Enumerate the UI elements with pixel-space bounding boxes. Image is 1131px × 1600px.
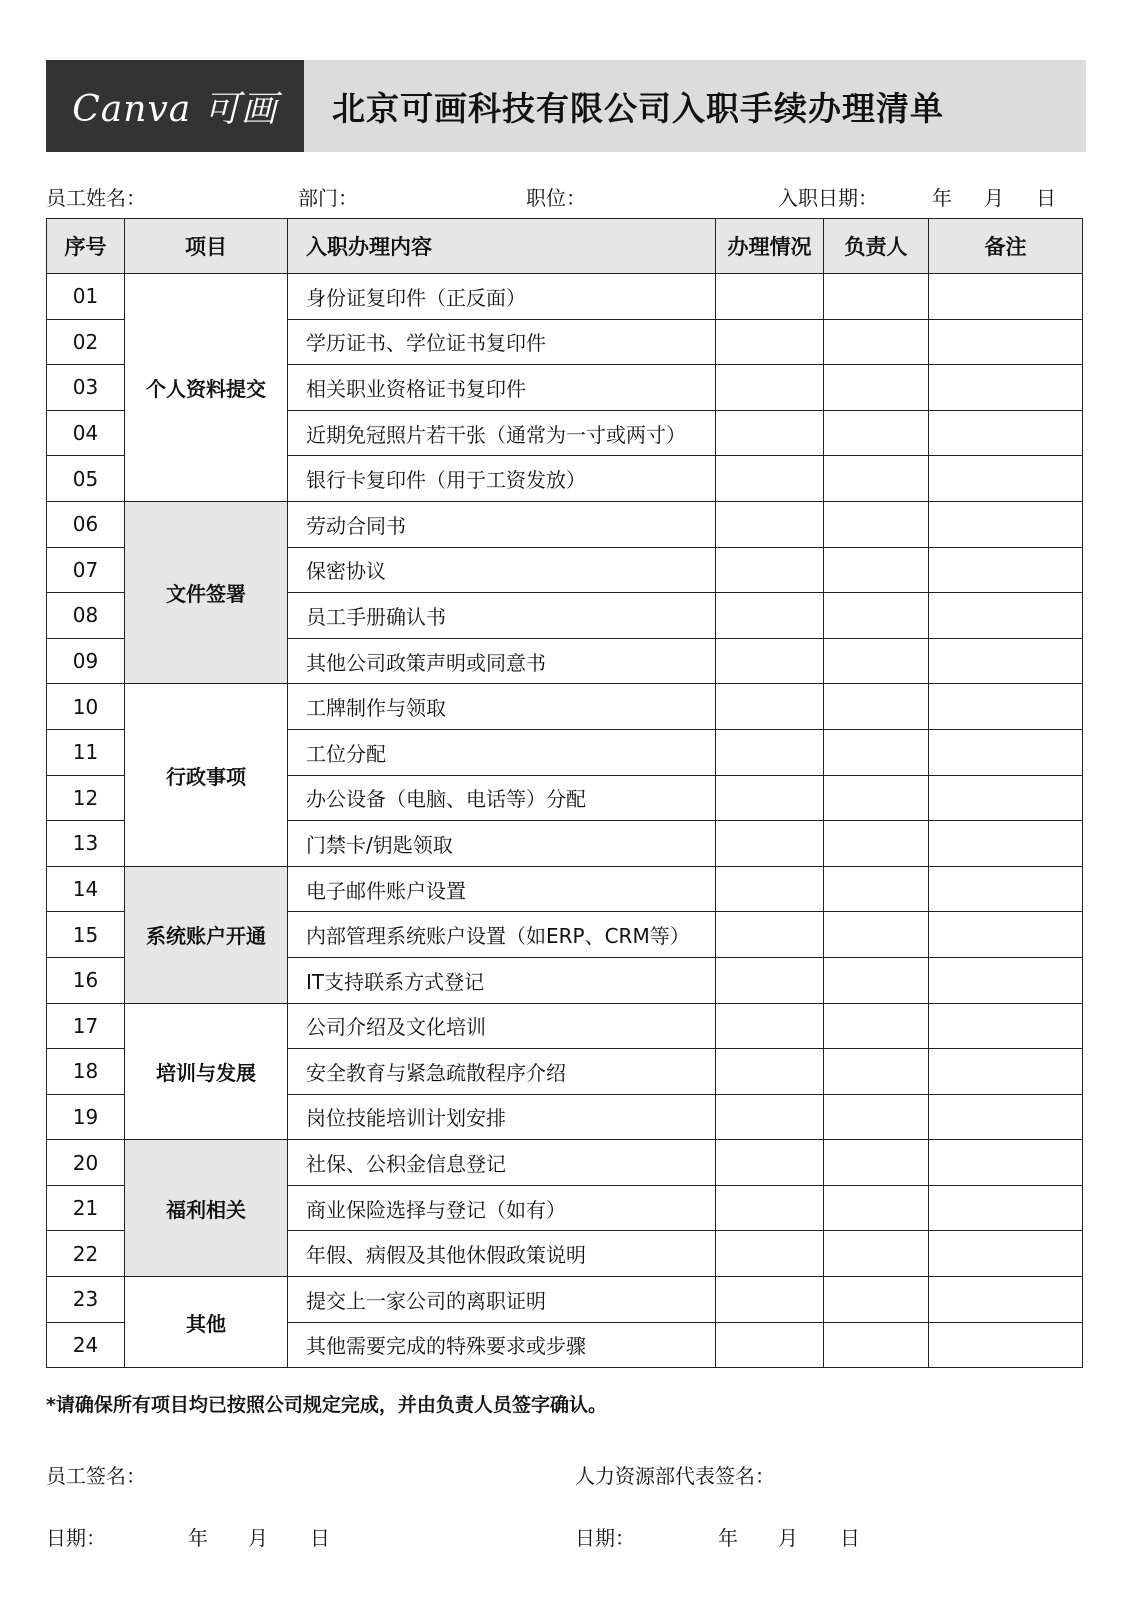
row-content: 社保、公积金信息登记: [288, 1140, 716, 1186]
row-number: 15: [47, 912, 125, 958]
owner-cell[interactable]: [824, 1231, 929, 1277]
row-content: 公司介绍及文化培训: [288, 1003, 716, 1049]
row-number: 01: [47, 274, 125, 320]
table-row: [47, 1140, 1083, 1186]
owner-cell[interactable]: [824, 593, 929, 639]
status-cell[interactable]: [716, 638, 824, 684]
status-cell[interactable]: [716, 821, 824, 867]
status-cell[interactable]: [716, 547, 824, 593]
owner-cell[interactable]: [824, 638, 929, 684]
hr-date-label: 日期：: [575, 1526, 635, 1550]
status-cell[interactable]: [716, 1049, 824, 1095]
status-cell[interactable]: [716, 912, 824, 958]
owner-cell[interactable]: [824, 1003, 929, 1049]
row-number: 12: [47, 775, 125, 821]
row-number: 23: [47, 1277, 125, 1323]
row-content: 办公设备（电脑、电话等）分配: [288, 775, 716, 821]
employee-date-month: 月: [248, 1526, 268, 1550]
owner-cell[interactable]: [824, 821, 929, 867]
table-row: [47, 866, 1083, 912]
remarks-cell[interactable]: [929, 319, 1083, 365]
header-item: 项目: [125, 219, 288, 274]
owner-cell[interactable]: [824, 957, 929, 1003]
status-cell[interactable]: [716, 775, 824, 821]
owner-cell[interactable]: [824, 1185, 929, 1231]
owner-cell[interactable]: [824, 365, 929, 411]
row-content: 相关职业资格证书复印件: [288, 365, 716, 411]
remarks-cell[interactable]: [929, 1322, 1083, 1368]
status-cell[interactable]: [716, 729, 824, 775]
table-row: [47, 1277, 1083, 1323]
table-row: [47, 1003, 1083, 1049]
remarks-cell[interactable]: [929, 1277, 1083, 1323]
employee-date-day: 日: [310, 1526, 330, 1550]
remarks-cell[interactable]: [929, 1003, 1083, 1049]
category-administrative: 行政事项: [125, 684, 288, 866]
year-label: 年: [932, 186, 952, 210]
status-cell[interactable]: [716, 274, 824, 320]
remarks-cell[interactable]: [929, 684, 1083, 730]
status-cell[interactable]: [716, 456, 824, 502]
owner-cell[interactable]: [824, 410, 929, 456]
category-other: 其他: [125, 1277, 288, 1368]
row-number: 09: [47, 638, 125, 684]
remarks-cell[interactable]: [929, 501, 1083, 547]
owner-cell[interactable]: [824, 1140, 929, 1186]
row-content: 其他公司政策声明或同意书: [288, 638, 716, 684]
row-number: 22: [47, 1231, 125, 1277]
day-label: 日: [1036, 186, 1056, 210]
month-label: 月: [984, 186, 1004, 210]
row-number: 10: [47, 684, 125, 730]
status-cell[interactable]: [716, 1003, 824, 1049]
onboarding-checklist-table: [46, 218, 1083, 1368]
remarks-cell[interactable]: [929, 1049, 1083, 1095]
header-number: 序号: [47, 219, 125, 274]
row-number: 20: [47, 1140, 125, 1186]
row-number: 14: [47, 866, 125, 912]
status-cell[interactable]: [716, 1094, 824, 1140]
remarks-cell[interactable]: [929, 775, 1083, 821]
hr-date-month: 月: [778, 1526, 798, 1550]
owner-cell[interactable]: [824, 274, 929, 320]
status-cell[interactable]: [716, 319, 824, 365]
remarks-cell[interactable]: [929, 547, 1083, 593]
owner-cell[interactable]: [824, 1277, 929, 1323]
row-content: 工牌制作与领取: [288, 684, 716, 730]
employee-info-row: [46, 178, 1086, 212]
status-cell[interactable]: [716, 684, 824, 730]
employee-signature-label: 员工签名：: [46, 1464, 146, 1488]
category-system-accounts: 系统账户开通: [125, 866, 288, 1003]
employee-date-year: 年: [188, 1526, 208, 1550]
status-cell[interactable]: [716, 410, 824, 456]
employee-name-label: 员工姓名：: [46, 186, 146, 210]
status-cell[interactable]: [716, 365, 824, 411]
header-remarks: 备注: [929, 219, 1083, 274]
remarks-cell[interactable]: [929, 274, 1083, 320]
category-benefits: 福利相关: [125, 1140, 288, 1277]
department-label: 部门：: [298, 186, 358, 210]
remarks-cell[interactable]: [929, 410, 1083, 456]
start-date-label: 入职日期：: [778, 186, 878, 210]
category-training: 培训与发展: [125, 1003, 288, 1140]
row-number: 06: [47, 501, 125, 547]
owner-cell[interactable]: [824, 456, 929, 502]
row-number: 13: [47, 821, 125, 867]
header-content: 入职办理内容: [288, 219, 716, 274]
owner-cell[interactable]: [824, 1094, 929, 1140]
row-number: 05: [47, 456, 125, 502]
logo-text: Canva 可画: [72, 88, 278, 130]
owner-cell[interactable]: [824, 1049, 929, 1095]
row-number: 16: [47, 957, 125, 1003]
row-content: 年假、病假及其他休假政策说明: [288, 1231, 716, 1277]
owner-cell[interactable]: [824, 684, 929, 730]
owner-cell[interactable]: [824, 729, 929, 775]
remarks-cell[interactable]: [929, 912, 1083, 958]
row-content: 保密协议: [288, 547, 716, 593]
hr-signature-label: 人力资源部代表签名：: [575, 1464, 775, 1488]
row-content: 商业保险选择与登记（如有）: [288, 1185, 716, 1231]
row-number: 19: [47, 1094, 125, 1140]
owner-cell[interactable]: [824, 319, 929, 365]
table-row: [47, 274, 1083, 320]
row-number: 18: [47, 1049, 125, 1095]
row-content: 银行卡复印件（用于工资发放）: [288, 456, 716, 502]
header-status: 办理情况: [716, 219, 824, 274]
remarks-cell[interactable]: [929, 593, 1083, 639]
status-cell[interactable]: [716, 1322, 824, 1368]
row-number: 03: [47, 365, 125, 411]
row-content: 提交上一家公司的离职证明: [288, 1277, 716, 1323]
owner-cell[interactable]: [824, 912, 929, 958]
row-content: 学历证书、学位证书复印件: [288, 319, 716, 365]
row-number: 07: [47, 547, 125, 593]
table-header-row: [47, 219, 1083, 274]
status-cell[interactable]: [716, 1231, 824, 1277]
row-number: 24: [47, 1322, 125, 1368]
table-row: [47, 501, 1083, 547]
canva-logo: [46, 60, 304, 152]
status-cell[interactable]: [716, 1140, 824, 1186]
remarks-cell[interactable]: [929, 957, 1083, 1003]
category-document-signing: 文件签署: [125, 501, 288, 683]
row-content: 工位分配: [288, 729, 716, 775]
row-content: 岗位技能培训计划安排: [288, 1094, 716, 1140]
title-box: [304, 60, 1086, 152]
owner-cell[interactable]: [824, 501, 929, 547]
row-content: 内部管理系统账户设置（如ERP、CRM等）: [288, 912, 716, 958]
remarks-cell[interactable]: [929, 821, 1083, 867]
remarks-cell[interactable]: [929, 866, 1083, 912]
status-cell[interactable]: [716, 866, 824, 912]
remarks-cell[interactable]: [929, 1231, 1083, 1277]
table-row: [47, 684, 1083, 730]
hr-date-day: 日: [840, 1526, 860, 1550]
remarks-cell[interactable]: [929, 1185, 1083, 1231]
status-cell[interactable]: [716, 1185, 824, 1231]
hr-date-year: 年: [718, 1526, 738, 1550]
remarks-cell[interactable]: [929, 729, 1083, 775]
row-content: 员工手册确认书: [288, 593, 716, 639]
position-label: 职位：: [526, 186, 586, 210]
confirmation-note: *请确保所有项目均已按照公司规定完成，并由负责人员签字确认。: [46, 1394, 607, 1416]
row-content: 近期免冠照片若干张（通常为一寸或两寸）: [288, 410, 716, 456]
owner-cell[interactable]: [824, 775, 929, 821]
header-owner: 负责人: [824, 219, 929, 274]
remarks-cell[interactable]: [929, 638, 1083, 684]
header: [46, 60, 1086, 152]
row-content: 劳动合同书: [288, 501, 716, 547]
remarks-cell[interactable]: [929, 365, 1083, 411]
page-title: 北京可画科技有限公司入职手续办理清单: [332, 88, 944, 128]
row-number: 21: [47, 1185, 125, 1231]
status-cell[interactable]: [716, 957, 824, 1003]
row-content: 门禁卡/钥匙领取: [288, 821, 716, 867]
row-number: 08: [47, 593, 125, 639]
row-content: 安全教育与紧急疏散程序介绍: [288, 1049, 716, 1095]
row-number: 17: [47, 1003, 125, 1049]
row-content: IT支持联系方式登记: [288, 957, 716, 1003]
owner-cell[interactable]: [824, 1322, 929, 1368]
category-personal-documents: 个人资料提交: [125, 274, 288, 502]
row-content: 其他需要完成的特殊要求或步骤: [288, 1322, 716, 1368]
remarks-cell[interactable]: [929, 1094, 1083, 1140]
row-content: 电子邮件账户设置: [288, 866, 716, 912]
remarks-cell[interactable]: [929, 456, 1083, 502]
owner-cell[interactable]: [824, 866, 929, 912]
status-cell[interactable]: [716, 593, 824, 639]
status-cell[interactable]: [716, 501, 824, 547]
employee-date-label: 日期：: [46, 1526, 106, 1550]
row-number: 04: [47, 410, 125, 456]
row-number: 11: [47, 729, 125, 775]
row-content: 身份证复印件（正反面）: [288, 274, 716, 320]
owner-cell[interactable]: [824, 547, 929, 593]
remarks-cell[interactable]: [929, 1140, 1083, 1186]
status-cell[interactable]: [716, 1277, 824, 1323]
row-number: 02: [47, 319, 125, 365]
